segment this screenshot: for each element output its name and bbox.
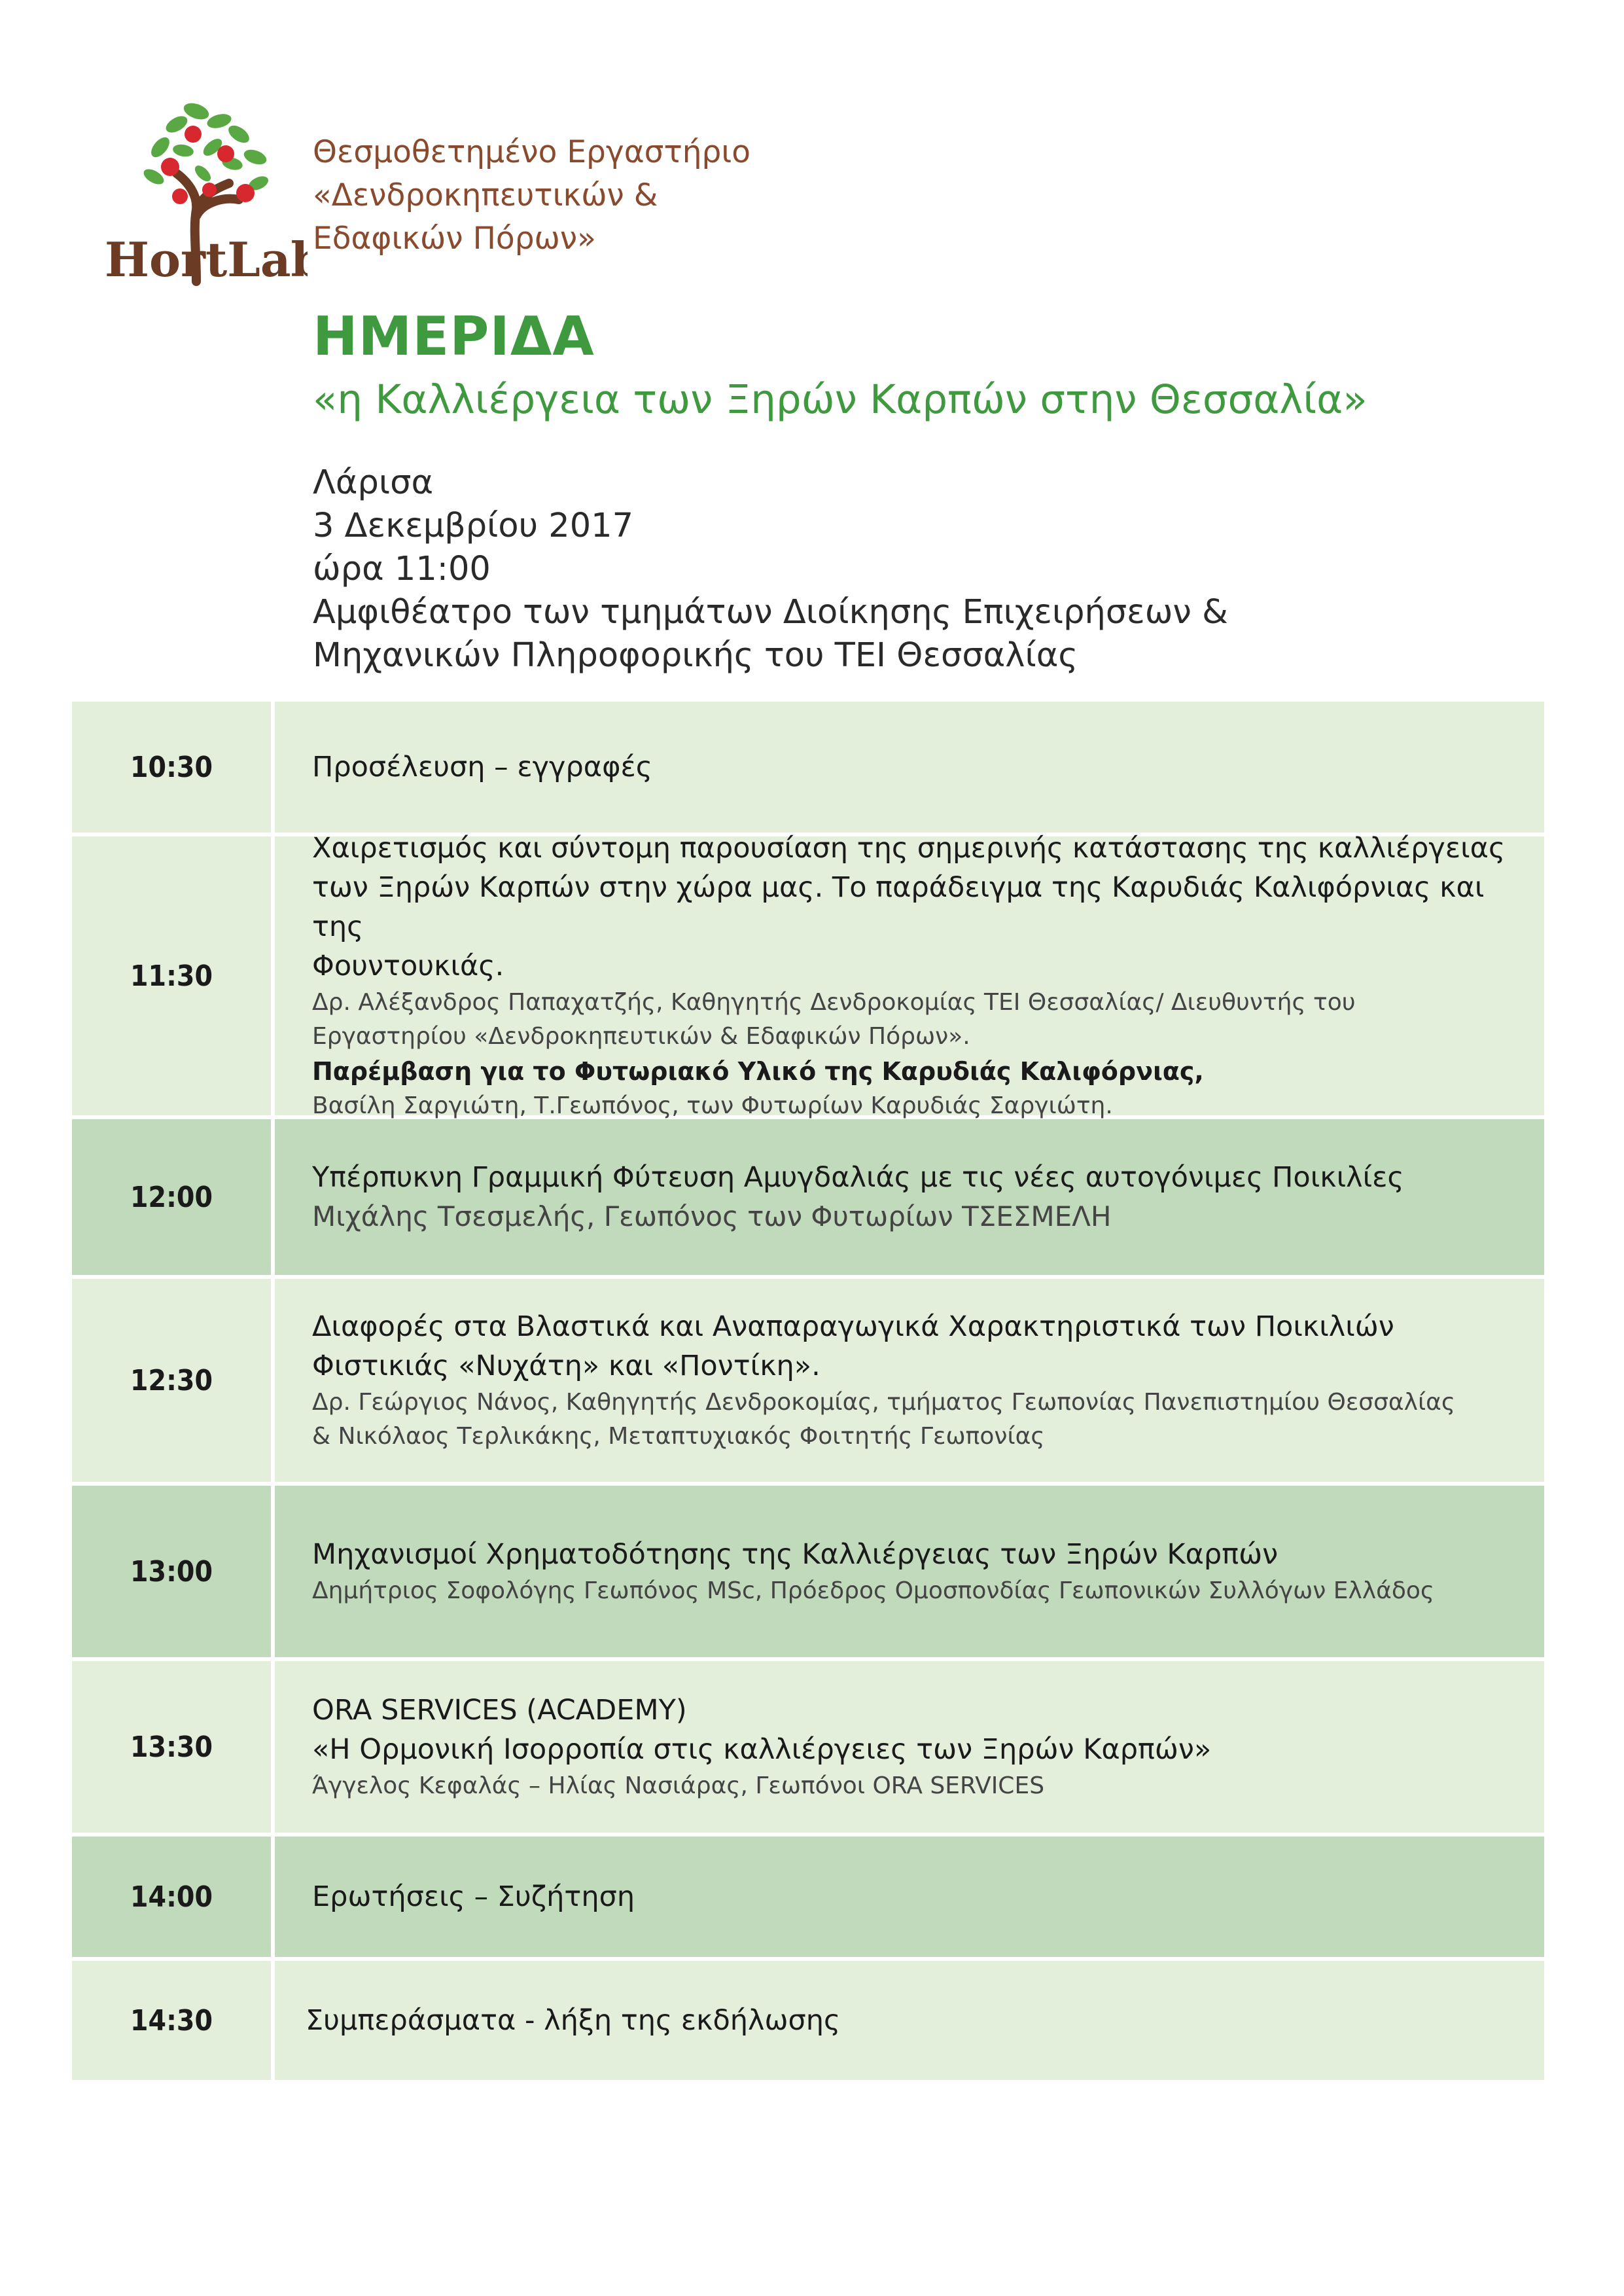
row-content: [275, 1486, 1544, 1657]
hortlab-logo: [98, 85, 308, 288]
row-content: [275, 1119, 1544, 1275]
event-date: 3 Δεκεμβρίου 2017: [313, 507, 634, 545]
table-row: [72, 1961, 1544, 2084]
row-content: [275, 832, 1544, 1119]
row-content: [275, 1661, 1544, 1833]
row-time: 13:30: [72, 1661, 275, 1833]
row-speaker: Μιχάλης Τσεσμελής, Γεωπόνος των Φυτωρίων ΤΣΕΣΜΕΛΗ: [312, 1200, 1112, 1232]
row-title: Διαφορές στα Βλαστικά και Αναπαραγωγικά Χαρακτηριστικά των Ποικιλιών: [312, 1310, 1394, 1343]
lab-name-line-3: Εδαφικών Πόρων»: [313, 221, 596, 257]
row-title: των Ξηρών Καρπών στην χώρα μας. Το παράδειγμα της Καρυδιάς Καλιφόρνιας και της: [312, 871, 1485, 943]
row-speaker: Δημήτριος Σοφολόγης Γεωπόνος MSc, Πρόεδρος Ομοσπονδίας Γεωπονικών Συλλόγων Ελλάδος: [312, 1577, 1435, 1604]
lab-name: [313, 131, 750, 260]
event-time: ώρα 11:00: [313, 550, 491, 588]
row-title: Φιστικιάς «Νυχάτη» και «Ποντίκη».: [312, 1350, 821, 1382]
event-venue-line-1: Αμφιθέατρο των τμημάτων Διοίκησης Επιχειρήσεων &: [313, 593, 1228, 632]
row-time: 12:30: [72, 1279, 275, 1482]
row-subtitle: Παρέμβαση για το Φυτωριακό Υλικό της Καρυδιάς Καλιφόρνιας,: [312, 1057, 1204, 1086]
event-title: «η Καλλιέργεια των Ξηρών Καρπών στην Θεσσαλία»: [313, 376, 1368, 423]
table-row: [72, 832, 1544, 1119]
row-time: 10:30: [72, 702, 275, 833]
row-speaker: Δρ. Γεώργιος Νάνος, Καθηγητής Δενδροκομίας, τμήματος Γεωπονίας Πανεπιστημίου Θεσσαλίας: [312, 1389, 1455, 1416]
event-city: Λάρισα: [313, 463, 434, 502]
row-title: Υπέρπυκνη Γραμμική Φύτευση Αμυγδαλιάς με τις νέες αυτογόνιμες Ποικιλίες: [312, 1161, 1404, 1194]
row-title: Προσέλευση – εγγραφές: [312, 751, 652, 783]
logo-wordmark: HortLab: [105, 232, 308, 287]
row-title: «Η Ορμονική Ισορροπία στις καλλιέργειες των Ξηρών Καρπών»: [312, 1733, 1212, 1766]
row-content: [275, 1279, 1544, 1482]
row-speaker: Άγγελος Κεφαλάς – Ηλίας Νασιάρας, Γεωπόνοι ORA SERVICES: [312, 1772, 1045, 1799]
table-row: [72, 1119, 1544, 1279]
event-kind: ΗΜΕΡΙΔΑ: [313, 306, 595, 368]
row-title: Μηχανισμοί Χρηματοδότησης της Καλλιέργειας των Ξηρών Καρπών: [312, 1538, 1279, 1571]
event-details: [313, 461, 1228, 677]
event-heading: [313, 304, 1368, 430]
schedule-table: [72, 702, 1544, 2219]
lab-name-line-2: «Δενδροκηπευτικών &: [313, 177, 658, 213]
row-title: Ερωτήσεις – Συζήτηση: [312, 1880, 635, 1913]
row-title: ORA SERVICES (ACADEMY): [312, 1694, 687, 1727]
table-row: [72, 1661, 1544, 1837]
row-time: 11:30: [72, 836, 275, 1115]
row-speaker: & Νικόλαος Τερλικάκης, Μεταπτυχιακός Φοιτητής Γεωπονίας: [312, 1423, 1045, 1450]
row-time: 14:00: [72, 1837, 275, 1957]
row-content: [275, 1961, 1544, 2080]
row-speaker: Δρ. Αλέξανδρος Παπαχατζής, Καθηγητής Δενδροκομίας ΤΕΙ Θεσσαλίας/ Διευθυντής του: [312, 989, 1356, 1016]
row-speaker: Εργαστηρίου «Δενδροκηπευτικών & Εδαφικών Πόρων».: [312, 1023, 970, 1050]
row-time: 13:00: [72, 1486, 275, 1657]
row-content: [275, 1837, 1544, 1957]
event-venue-line-2: Μηχανικών Πληροφορικής του ΤΕΙ Θεσσαλίας: [313, 636, 1078, 675]
row-time: 12:00: [72, 1119, 275, 1275]
row-content: [275, 702, 1544, 833]
row-title: Συμπεράσματα - λήξη της εκδήλωσης: [306, 2004, 841, 2037]
row-time: 14:30: [72, 1961, 275, 2080]
row-title: Χαιρετισμός και σύντομη παρουσίαση της σημερινής κατάστασης της καλλιέργειας: [312, 832, 1506, 865]
table-row: [72, 1837, 1544, 1961]
table-row: [72, 702, 1544, 836]
table-row: [72, 1486, 1544, 1661]
row-speaker: Βασίλη Σαργιώτη, Τ.Γεωπόνος, των Φυτωρίων Καρυδιάς Σαργιώτη.: [312, 1092, 1113, 1119]
table-row: [72, 1279, 1544, 1486]
row-title: Φουντουκιάς.: [312, 950, 504, 982]
lab-name-line-1: Θεσμοθετημένο Εργαστήριο: [313, 134, 751, 170]
